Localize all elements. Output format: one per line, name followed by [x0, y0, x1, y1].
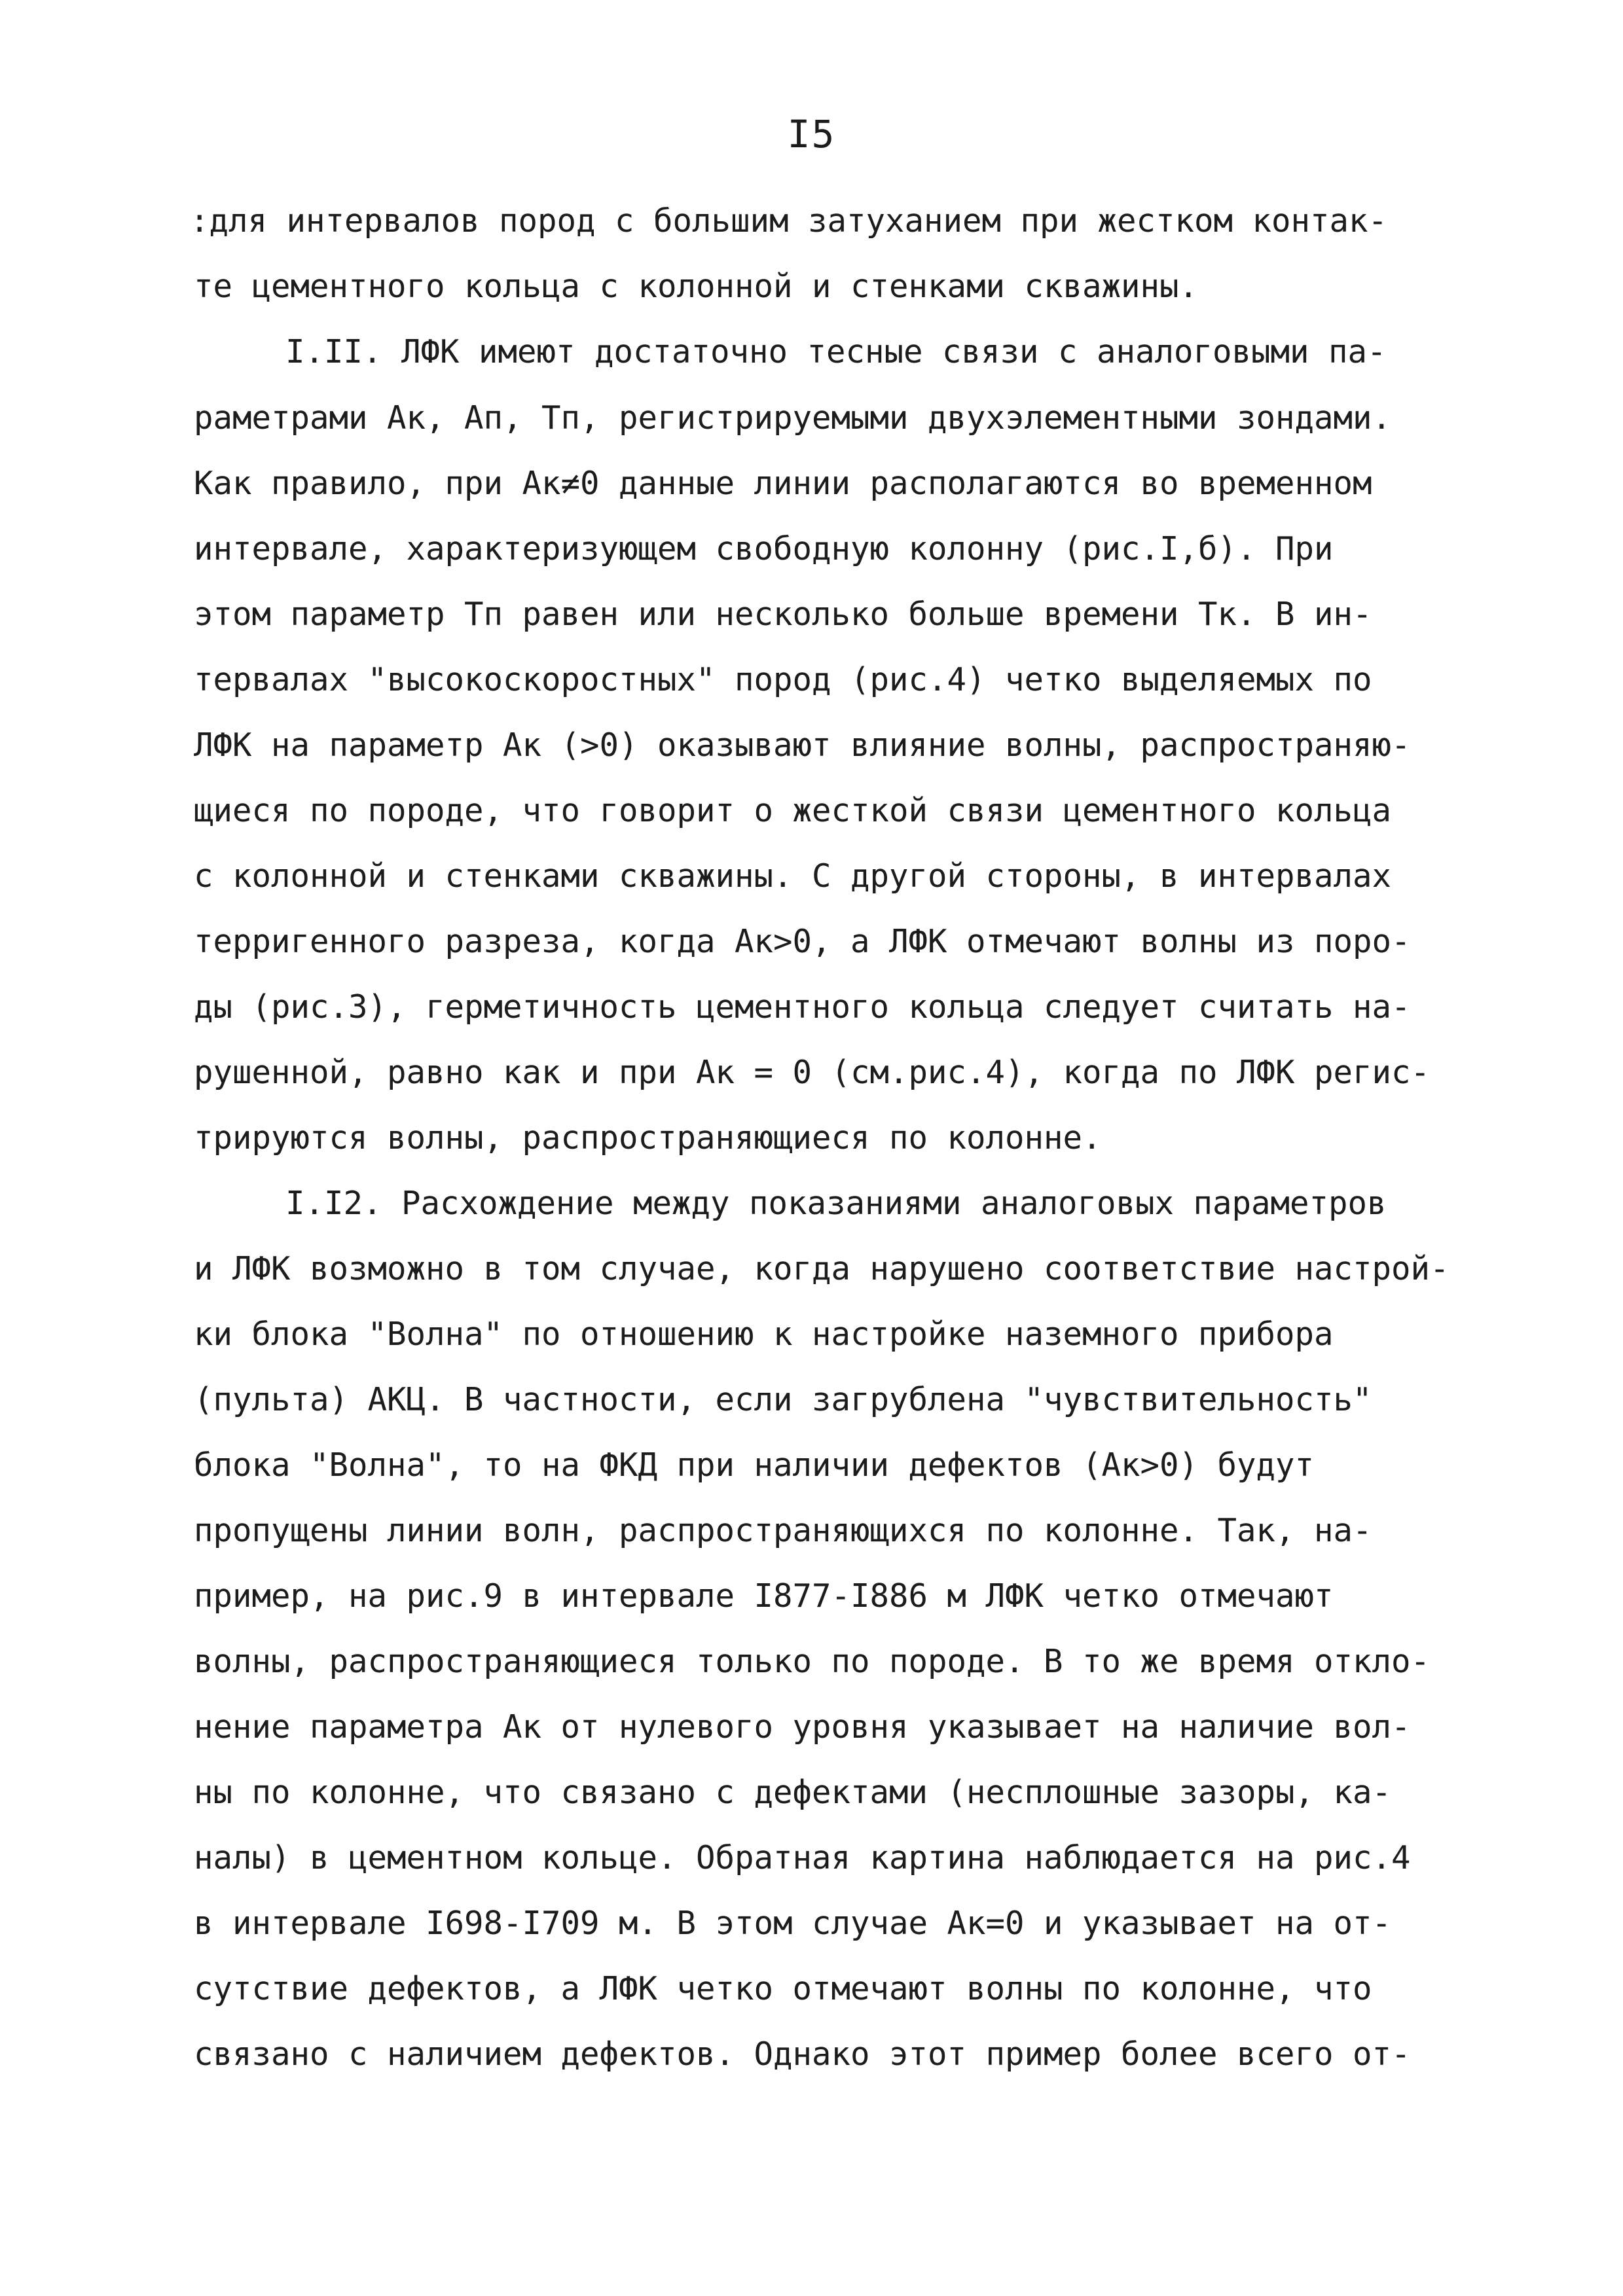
text-line: ды (рис.3), герметичность цементного кольца следует считать на- — [194, 988, 1411, 1026]
text-line: (пульта) АКЦ. В частности, если загрублена "чувствительность" — [194, 1381, 1372, 1418]
text-line: связано с наличием дефектов. Однако этот пример более всего от- — [194, 2036, 1411, 2073]
text-line: в интервале I698-I709 м. В этом случае Ак=0 и указывает на от- — [194, 1905, 1392, 1942]
page-number: I5 — [787, 112, 836, 156]
text-line: интервале, характеризующем свободную колонну (рис.I,б). При — [194, 530, 1334, 567]
text-line: пропущены линии волн, распространяющихся по колонне. Так, на- — [194, 1512, 1372, 1549]
text-line: рушенной, равно как и при Ак = 0 (см.рис.4), когда по ЛФК регис- — [194, 1054, 1431, 1091]
text-line: Как правило, при Ак≠0 данные линии располагаются во временном — [194, 465, 1372, 502]
text-line: этом параметр Тп равен или несколько больше времени Тк. В ин- — [194, 596, 1372, 633]
text-line: тервалах "высокоскоростных" пород (рис.4) четко выделяемых по — [194, 661, 1372, 698]
text-line: налы) в цементном кольце. Обратная картина наблюдается на рис.4 — [194, 1839, 1411, 1876]
text-line: ки блока "Волна" по отношению к настройке наземного прибора — [194, 1316, 1334, 1353]
text-line: те цементного кольца с колонной и стенками скважины. — [194, 268, 1199, 305]
text-line: раметрами Ак, Ап, Тп, регистрируемыми двухэлементными зондами. — [194, 399, 1392, 437]
text-line: трируются волны, распространяющиеся по колонне. — [194, 1119, 1102, 1157]
text-line: :для интервалов пород с большим затуханием при жестком контак- — [190, 202, 1388, 240]
text-line: I.II. ЛФК имеют достаточно тесные связи с аналоговыми па- — [285, 333, 1387, 370]
text-line: нение параметра Ак от нулевого уровня указывает на наличие вол- — [194, 1708, 1411, 1746]
text-line: волны, распространяющиеся только по породе. В то же время откло- — [194, 1643, 1431, 1680]
text-line: терригенного разреза, когда Ак>0, а ЛФК отмечают волны из поро- — [194, 923, 1411, 960]
text-line: ЛФК на параметр Ак (>0) оказывают влияние волны, распространяю- — [194, 726, 1411, 764]
text-line: ны по колонне, что связано с дефектами (несплошные зазоры, ка- — [194, 1774, 1392, 1811]
text-line: I.I2. Расхождение между показаниями аналоговых параметров — [285, 1185, 1387, 1222]
text-line: пример, на рис.9 в интервале I877-I886 м ЛФК четко отмечают — [194, 1577, 1334, 1615]
text-line: блока "Волна", то на ФКД при наличии дефектов (Ак>0) будут — [194, 1446, 1315, 1484]
text-line: с колонной и стенками скважины. С другой стороны, в интервалах — [194, 857, 1392, 895]
text-line: сутствие дефектов, а ЛФК четко отмечают волны по колонне, что — [194, 1970, 1372, 2007]
text-line: и ЛФК возможно в том случае, когда нарушено соответствие настрой- — [194, 1250, 1450, 1287]
text-line: щиеся по породе, что говорит о жесткой связи цементного кольца — [194, 792, 1392, 829]
